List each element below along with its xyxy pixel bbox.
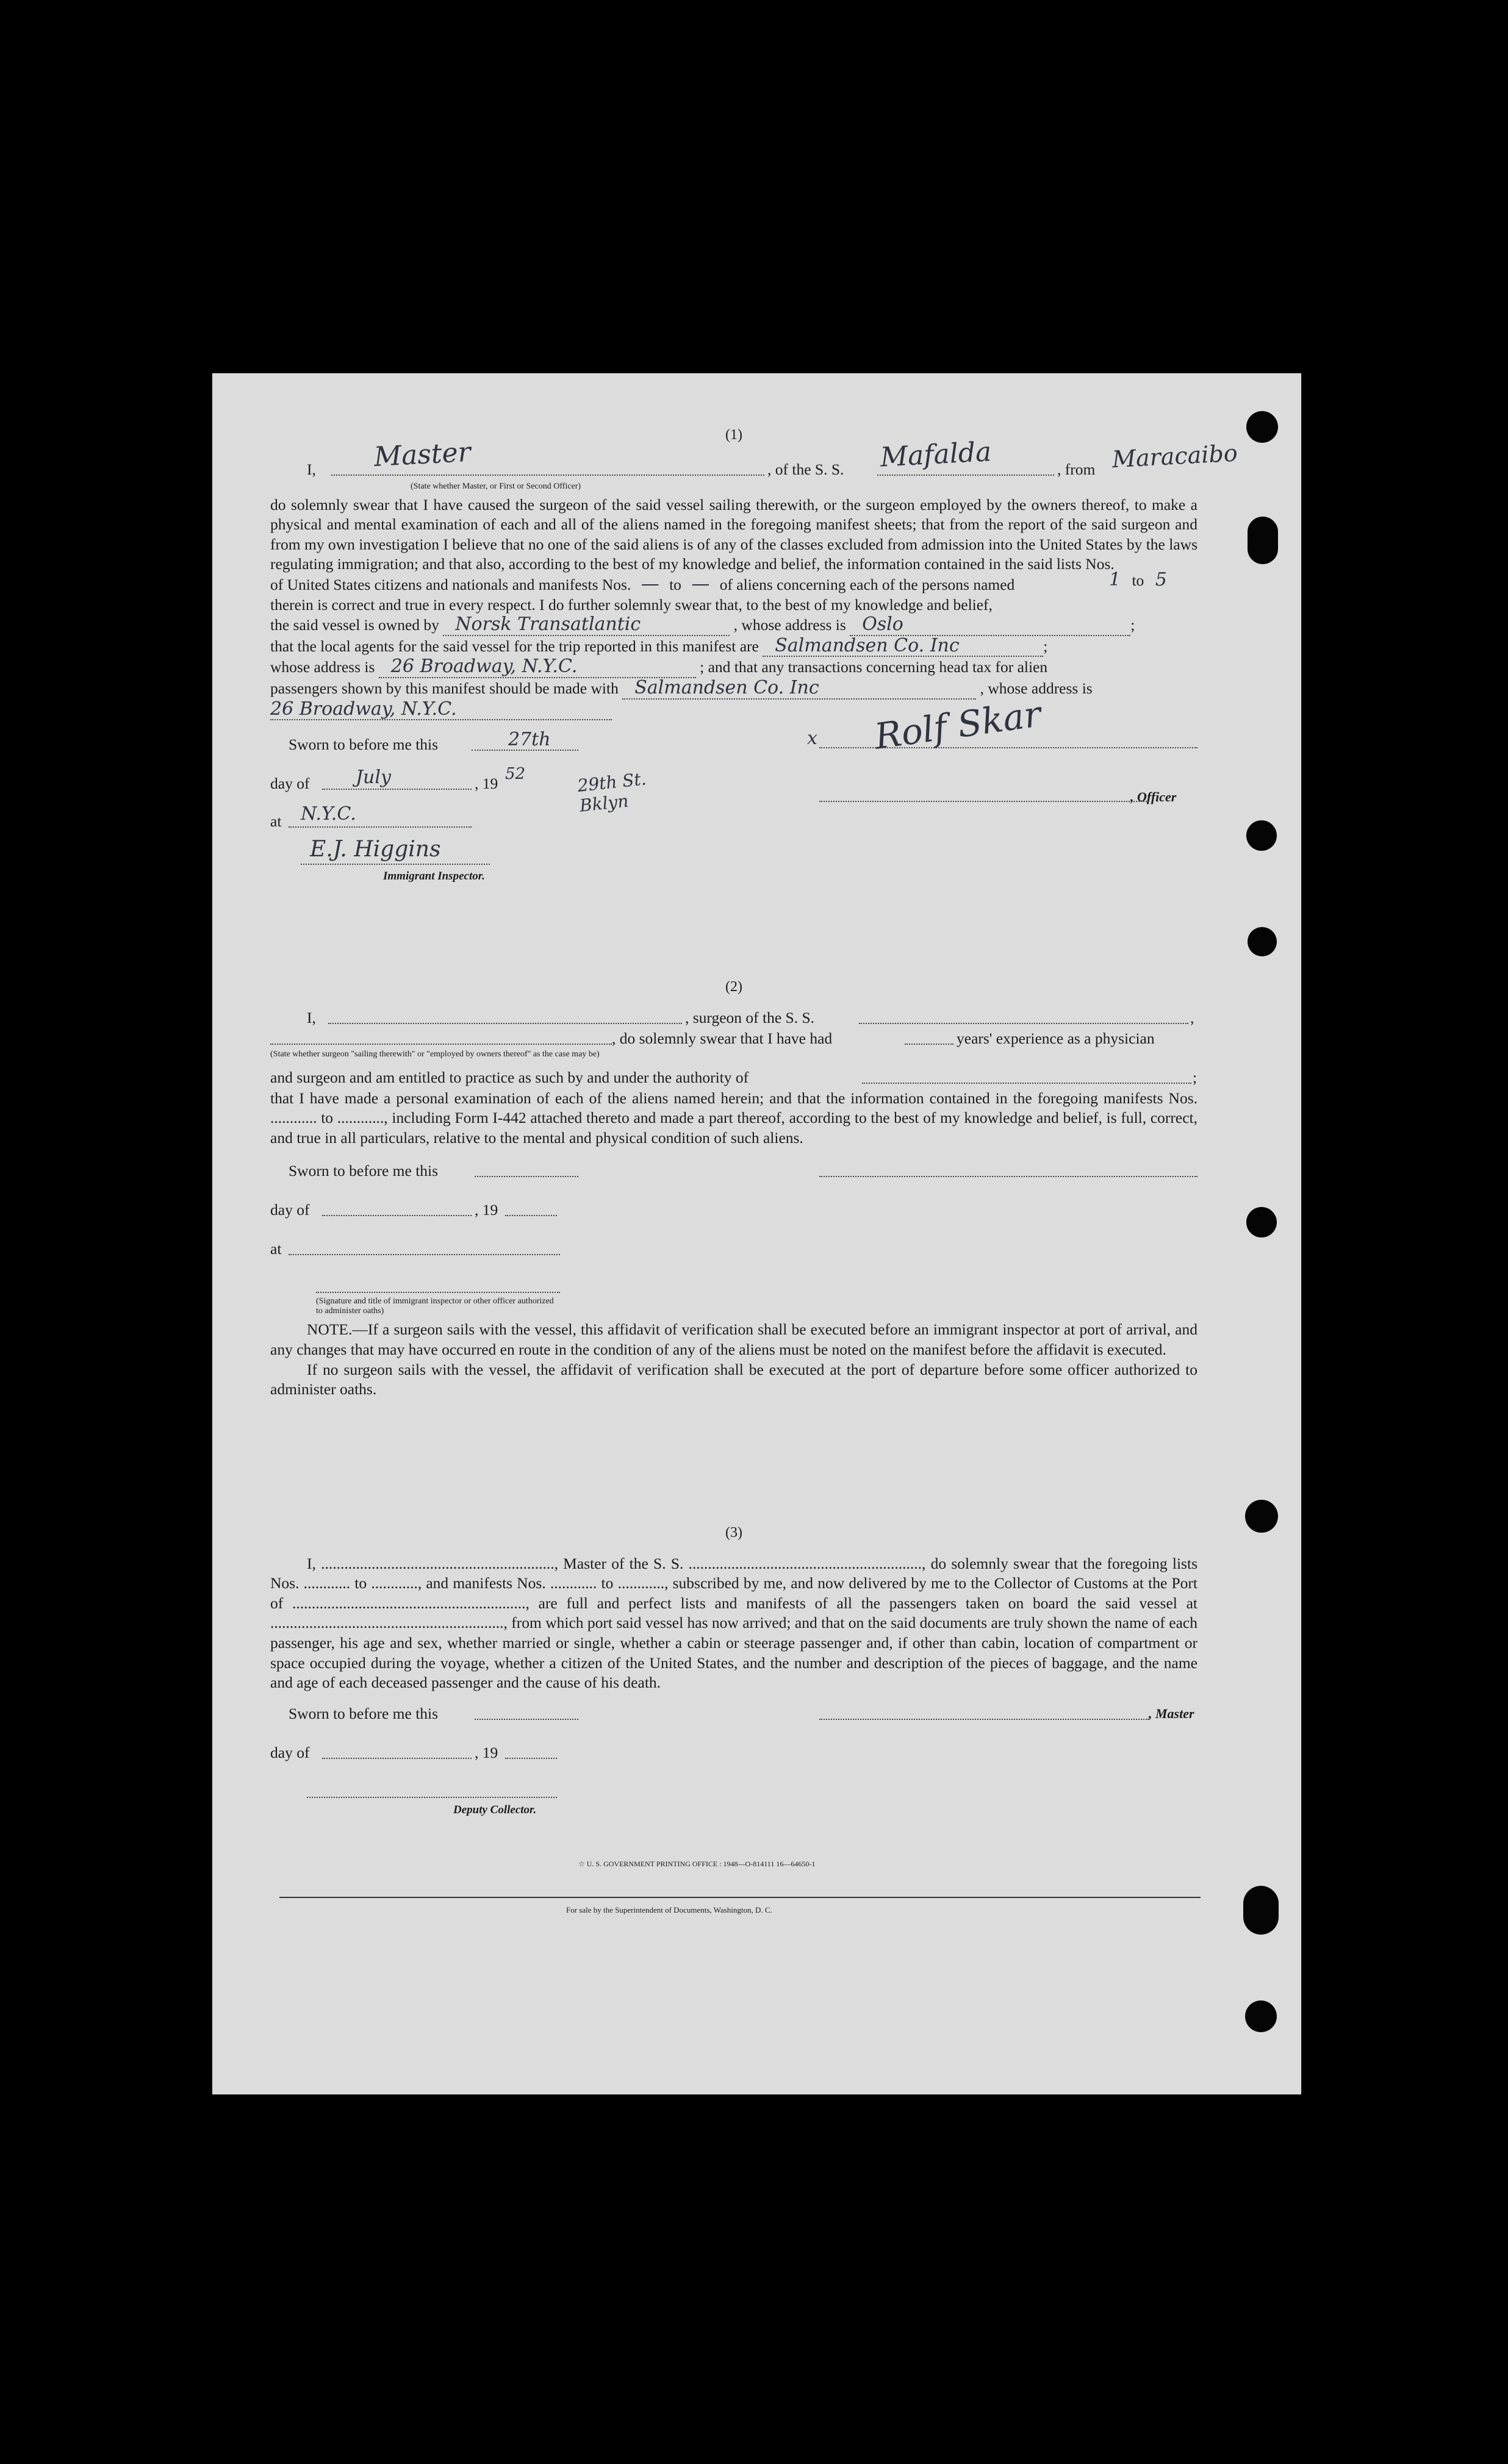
oath-of-master-arrival-section [270,1523,1197,1844]
head-tax-label: ; and that any transactions concerning head tax for alien [700,658,1048,676]
master-line [270,435,1238,482]
footer-rule [279,1897,1201,1898]
day-of-label: day of [270,775,310,793]
year-handwritten: 52 [505,765,526,784]
authority-line: and surgeon and am entitled to practice as such by and under the authority of ; [270,1068,1197,1089]
printing-office-note: ☆ U. S. GOVERNMENT PRINTING OFFICE : 1948—O-814111 16—64650-1 [578,1860,816,1868]
surgeon-oath-text: that I have made a personal examination of each of the aliens named herein; and that the information contained in the foregoing manifests Nos. ............ to ............, including Form I-442 attached thereto and made a part thereof, according to the best of my knowledge and belief, is full, correct, and true in all particulars, relative to the mental and physical condition of such aliens. [270,1089,1197,1147]
ship-name-handwritten: Mafalda [879,435,993,473]
year-label: , 19 [475,1743,498,1761]
tax-agent-line [270,678,1197,700]
year-label: , 19 [475,775,498,793]
departure-port-handwritten: Maracaibo [1111,439,1238,473]
at-label: at [270,812,282,831]
passengers-label: passengers shown by this manifest should be made with [270,679,619,697]
manifest-from-value: — [641,573,659,595]
inspector-signature: E.J. Higgins [310,837,441,862]
aliens-text: of aliens concerning each of the persons named [719,575,1015,593]
surgeon-note: NOTE.—If a surgeon sails with the vessel, this affidavit of verification shall be executed before an immigrant inspector at port of arrival, and any changes that may have occurred en route in the condition of any of the aliens must be noted on the manifest before the affidavit is executed. [270,1320,1197,1358]
i-label: I, [307,1008,316,1026]
section-number: (3) [725,1525,742,1541]
surgeon-note-2: If no surgeon sails with the vessel, the affidavit of verification shall be executed at the port of departure before some officer authorized to administer oaths. [270,1360,1197,1399]
agents-address-handwritten: 26 Broadway, N.Y.C. [379,657,696,678]
punch-hole [1246,411,1278,443]
owner-address-handwritten: Oslo [850,615,1130,636]
rank-note: (State whether Master, or First or Second Officer) [411,481,581,491]
swear-label: , do solemnly swear that I have had [612,1029,833,1047]
tax-address-handwritten: 26 Broadway, N.Y.C. [270,700,612,721]
day-of-label: day of [270,1201,310,1219]
tax-agent-handwritten: Salmandsen Co. Inc [622,678,976,700]
manifest-page [212,373,1301,2094]
to-label: to [1132,571,1144,589]
from-label: , from [1057,460,1096,478]
agents-handwritten: Salmandsen Co. Inc [763,636,1043,657]
rank-handwritten: Master [373,436,472,473]
sworn-label: Sworn to before me this [289,1704,439,1722]
sworn-day-handwritten: 27th [508,729,551,751]
master-label: , Master [1149,1705,1194,1721]
lists-to-value: 5 [1155,569,1167,590]
at-place-handwritten: N.Y.C. [301,803,356,825]
at-label: at [270,1240,282,1258]
punch-hole [1243,1886,1279,1935]
address-label: , whose address is [733,616,846,634]
arrival-oath-text: I, ............................................................, Master of the S. S. ............................................................, do solemnly swear that the foregoing lists Nos. ............ to ............, and manifests Nos. ............ to ............, subscribed by me, and now delivered by me to the Collector of Customs at the Port of ............................................................, are full and perfect lists and manifests of all the passengers taken on board the said vessel at ............................................................, from which port said vessel has now arrived; and that on the said documents are truly shown the name of each passenger, his age and sex, whether married or single, whether a cabin or steerage passenger and, if other than cabin, location of compartment or space occupied during the voyage, whether a citizen of the United States, and the number and description of the pieces of baggage, and the name and age of each deceased passenger and the cause of his death. [270,1554,1197,1692]
agents-line: that the local agents for the said vessel for the trip reported in this manifest are Salmandsen Co. Inc ; [270,634,1048,656]
citizens-text: of United States citizens and nationals and manifests Nos. [270,575,631,593]
officer-signature: Rolf Skar [872,693,1044,757]
section-number: (2) [725,979,742,995]
surgeon-label: , surgeon of the S. S. [685,1008,815,1026]
correct-true-text: therein is correct and true in every respect. I do further solemnly swear that, to the best of my knowledge and belief, [270,595,993,614]
deputy-collector-label: Deputy Collector. [453,1803,537,1816]
section-number: (1) [725,427,742,443]
punch-hole [1248,517,1278,564]
to-label: to [669,575,681,593]
officer-mark: x [807,728,817,750]
owner-handwritten: Norsk Transatlantic [443,615,730,636]
arrival-sworn-block [270,1704,1197,1844]
officer-label: , Officer [1130,789,1177,805]
experience-line [270,1029,1197,1050]
punch-hole [1248,927,1277,956]
street-note-handwritten: 29th St. Bklyn [576,768,647,816]
agents-address-line [270,657,1197,678]
punch-hole [1245,1500,1278,1533]
punch-hole [1246,820,1277,851]
state-note: (State whether surgeon "sailing therewith" or "employed by owners thereof" as the case may be) [270,1049,600,1059]
whose-address-label: whose address is [270,658,375,676]
surgeon-sworn-block [270,1161,1197,1314]
lists-range [1109,570,1167,591]
owned-by-label: the said vessel is owned by [270,616,439,634]
agents-label: that the local agents for the said vessel for the trip reported in this manifest are [270,637,759,655]
of-ss-label: , of the S. S. [767,460,844,478]
inspector-label: Immigrant Inspector. [383,870,485,883]
year-label: , 19 [475,1201,498,1219]
authority-label: and surgeon and am entitled to practice as such by and under the authority of [270,1068,749,1086]
years-label: years' experience as a physician [957,1029,1155,1047]
sworn-label: Sworn to before me this [289,736,439,754]
day-of-label: day of [270,1743,310,1761]
for-sale-note: For sale by the Superintendent of Documents, Washington, D. C. [566,1905,772,1914]
punch-hole [1245,2000,1277,2032]
oath-of-surgeon-section [270,977,1197,1400]
month-handwritten: July [356,767,391,789]
owner-line: the said vessel is owned by Norsk Transatlantic , whose address is Oslo ; [270,614,1135,636]
oath-of-master-section [270,425,1238,885]
sworn-label: Sworn to before me this [289,1162,439,1180]
i-label: I, [307,460,316,478]
surgeon-line: I, , surgeon of the S. S. , [270,1008,1197,1029]
master-oath-text: do solemnly swear that I have caused the surgeon of the said vessel sailing therewith, or the surgeon employed by the owners thereof, to make a physical and mental examination of each and all of the aliens named in the foregoing manifest sheets; that from the report of the said surgeon and from my own investigation I believe that no one of the said aliens is of any of the classes excluded from admission into the United States by the laws regulating immigration; and that also, according to the best of my knowledge and belief, the information contained in the said lists Nos. [270,495,1197,573]
manifest-line [270,575,1197,595]
tax-address-line [270,700,1197,721]
punch-hole [1246,1207,1277,1237]
manifest-to-value: — [691,573,710,595]
lists-from-value: 1 [1109,569,1121,590]
signature-note: (Signature and title of immigrant inspector or other officer authorized to administer oaths) [316,1297,554,1316]
whose-address-label: , whose address is [980,679,1093,697]
